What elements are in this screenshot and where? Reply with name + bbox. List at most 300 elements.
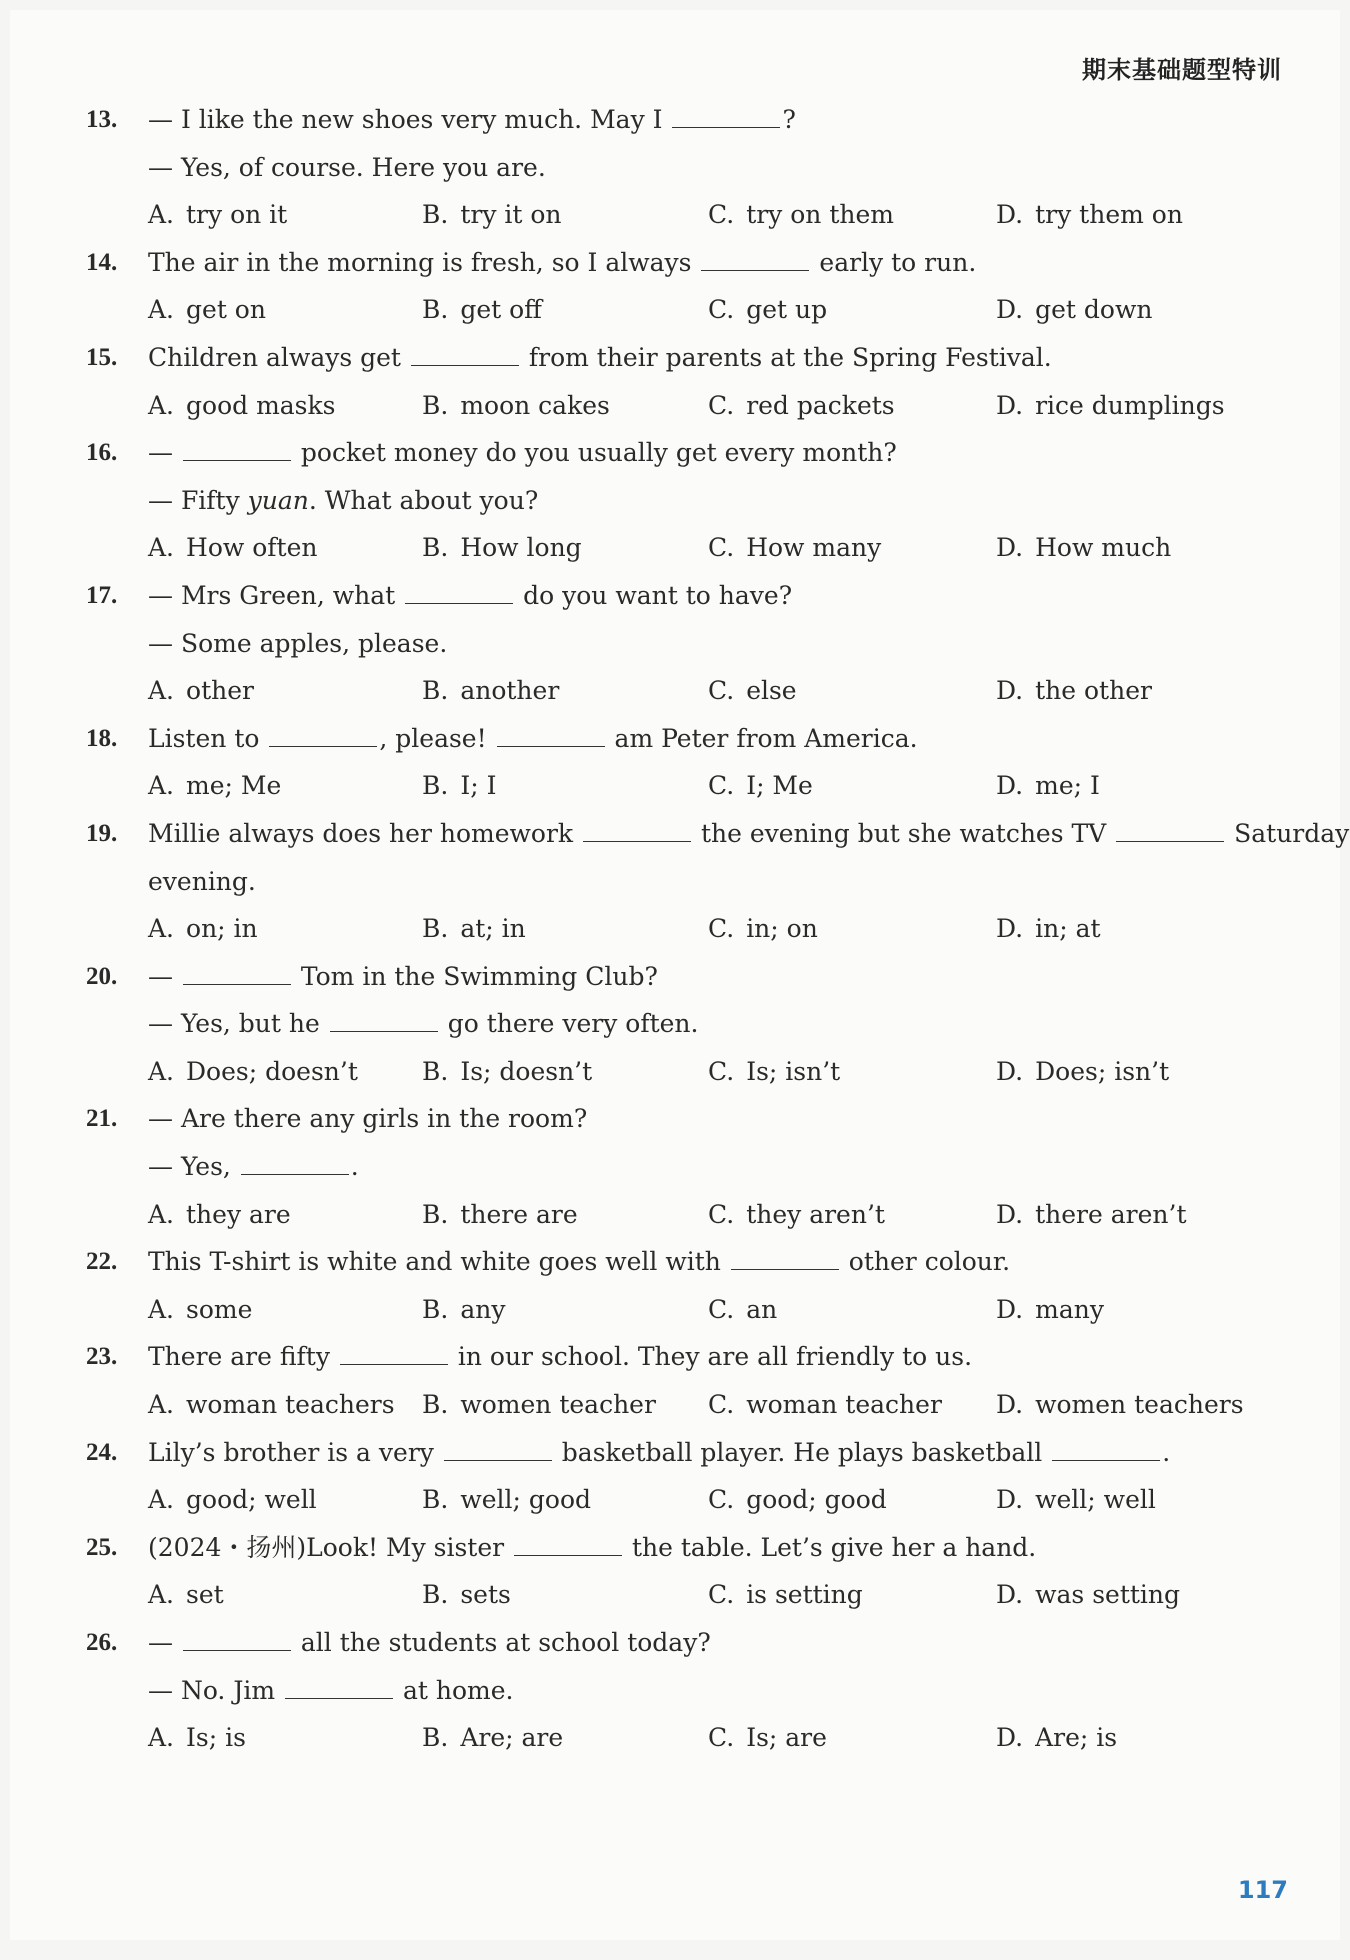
option-letter: B. — [422, 1485, 449, 1515]
option-text: get up — [746, 295, 828, 325]
answer-blank[interactable] — [583, 821, 691, 842]
option-a[interactable] — [148, 1381, 395, 1429]
option-text: sets — [460, 1580, 511, 1610]
option-text: try it on — [460, 200, 562, 230]
option-text: try them on — [1035, 200, 1183, 230]
question-line — [86, 715, 1306, 763]
question-line — [86, 620, 1306, 668]
option-text: How often — [186, 533, 318, 563]
option-c[interactable] — [708, 1714, 827, 1762]
option-letter: D. — [996, 200, 1024, 230]
option-letter: A. — [148, 1294, 175, 1324]
question-text — [148, 1000, 698, 1048]
answer-blank[interactable] — [497, 726, 605, 747]
option-text: moon cakes — [460, 390, 610, 420]
option-b[interactable] — [422, 191, 562, 239]
option-text: Is; doesn’t — [460, 1056, 593, 1086]
option-b[interactable] — [422, 1286, 505, 1334]
option-text: else — [746, 676, 797, 706]
option-d[interactable] — [996, 1381, 1244, 1429]
text-segment: at home. — [395, 1675, 514, 1705]
option-b[interactable] — [422, 905, 526, 953]
question-line — [86, 239, 1306, 287]
option-text: good; good — [746, 1485, 887, 1515]
option-c[interactable] — [708, 1476, 887, 1524]
text-segment: — — [148, 438, 181, 468]
option-letter: C. — [708, 1580, 735, 1610]
option-letter: D. — [996, 1580, 1024, 1610]
option-letter: C. — [708, 914, 735, 944]
option-text: get on — [186, 295, 266, 325]
answer-blank[interactable] — [1116, 821, 1224, 842]
answer-blank[interactable] — [444, 1440, 552, 1461]
option-letter: A. — [148, 1390, 175, 1420]
option-a[interactable] — [148, 1286, 252, 1334]
option-text: How long — [460, 533, 582, 563]
option-text: in; at — [1035, 914, 1101, 944]
option-letter: B. — [422, 200, 449, 230]
answer-options — [86, 667, 1306, 715]
question-number: 25. — [86, 1533, 118, 1561]
question-text — [148, 96, 796, 144]
question-text — [148, 477, 538, 525]
option-text: women teachers — [1035, 1390, 1244, 1420]
option-d[interactable] — [996, 762, 1100, 810]
question-number: 13. — [86, 106, 118, 133]
text-segment: Saturday — [1226, 818, 1350, 848]
option-letter: B. — [422, 1199, 449, 1229]
question-text — [148, 1238, 1010, 1286]
option-text: me; I — [1035, 771, 1100, 801]
question-line — [86, 1333, 1306, 1381]
option-a[interactable] — [148, 524, 317, 572]
option-a[interactable] — [148, 1048, 358, 1096]
option-text: Is; are — [746, 1723, 827, 1753]
answer-options — [86, 1714, 1306, 1762]
option-text: there are — [460, 1199, 578, 1229]
question-24 — [86, 1429, 1306, 1524]
text-segment: Millie always does her homework — [148, 818, 581, 848]
question-line — [86, 334, 1306, 382]
option-b[interactable] — [422, 1191, 578, 1239]
option-text: red packets — [746, 390, 895, 420]
option-a[interactable] — [148, 1571, 224, 1619]
option-letter: B. — [422, 1056, 449, 1086]
text-segment: — Mrs Green, what — [148, 580, 404, 610]
option-letter: A. — [148, 676, 175, 706]
option-b[interactable] — [422, 1476, 591, 1524]
text-segment: do you want to have? — [515, 580, 793, 610]
option-a[interactable] — [148, 905, 258, 953]
answer-options — [86, 191, 1306, 239]
question-number: 16. — [86, 439, 118, 467]
option-c[interactable] — [708, 905, 818, 953]
question-number: 20. — [86, 962, 118, 990]
option-text: rice dumplings — [1035, 390, 1225, 420]
question-text — [148, 1095, 587, 1143]
answer-blank[interactable] — [731, 1249, 839, 1270]
option-b[interactable] — [422, 1571, 511, 1619]
option-text: the other — [1035, 676, 1152, 706]
option-letter: A. — [148, 533, 175, 563]
text-segment: am Peter from America. — [606, 723, 918, 753]
option-b[interactable] — [422, 1048, 592, 1096]
question-text — [148, 572, 792, 620]
option-letter: A. — [148, 1485, 175, 1515]
option-a[interactable] — [148, 1714, 246, 1762]
question-text — [148, 239, 976, 287]
option-text: set — [186, 1580, 224, 1610]
option-letter: C. — [708, 200, 735, 230]
question-line — [86, 1667, 1306, 1715]
text-segment: , please! — [379, 723, 495, 753]
option-letter: D. — [996, 390, 1024, 420]
question-14 — [86, 239, 1306, 334]
option-c[interactable] — [708, 382, 895, 430]
answer-options — [86, 1191, 1306, 1239]
text-segment: — No. Jim — [148, 1675, 283, 1705]
option-c[interactable] — [708, 762, 813, 810]
option-letter: B. — [422, 1723, 449, 1753]
question-15 — [86, 334, 1306, 429]
text-segment: — Yes, — [148, 1152, 239, 1182]
option-letter: C. — [708, 1390, 735, 1420]
answer-blank[interactable] — [340, 1344, 448, 1365]
question-21 — [86, 1095, 1306, 1238]
option-a[interactable] — [148, 1476, 317, 1524]
text-segment: evening. — [148, 866, 256, 896]
text-segment: . — [350, 1152, 359, 1182]
option-letter: B. — [422, 295, 449, 325]
option-letter: D. — [996, 1390, 1024, 1420]
question-18 — [86, 715, 1306, 810]
text-segment: — — [148, 961, 181, 991]
option-text: another — [460, 676, 560, 706]
option-letter: C. — [708, 1294, 735, 1324]
question-26 — [86, 1619, 1306, 1762]
option-b[interactable] — [422, 1714, 563, 1762]
option-text: they aren’t — [746, 1199, 885, 1229]
option-a[interactable] — [148, 382, 336, 430]
answer-options — [86, 382, 1306, 430]
option-text: get down — [1035, 295, 1153, 325]
option-letter: D. — [996, 1294, 1024, 1324]
option-letter: C. — [708, 1056, 735, 1086]
option-letter: A. — [148, 1199, 175, 1229]
option-d[interactable] — [996, 1048, 1169, 1096]
question-line — [86, 1238, 1306, 1286]
answer-blank[interactable] — [241, 1154, 349, 1175]
option-text: Does; isn’t — [1035, 1056, 1170, 1086]
option-text: try on it — [186, 200, 288, 230]
option-text: I; I — [460, 771, 497, 801]
option-text: Is; is — [186, 1723, 246, 1753]
option-b[interactable] — [422, 286, 542, 334]
option-d[interactable] — [996, 1476, 1156, 1524]
option-text: woman teachers — [186, 1390, 395, 1420]
option-a[interactable] — [148, 667, 254, 715]
answer-options — [86, 524, 1306, 572]
answer-options — [86, 286, 1306, 334]
question-13 — [86, 96, 1306, 239]
answer-options — [86, 1476, 1306, 1524]
question-number: 26. — [86, 1629, 118, 1656]
option-text: get off — [460, 295, 542, 325]
option-text: How many — [746, 533, 882, 563]
text-segment: basketball player. He plays basketball — [553, 1437, 1051, 1467]
option-d[interactable] — [996, 382, 1225, 430]
question-number: 19. — [86, 819, 118, 847]
option-letter: C. — [708, 1199, 735, 1229]
option-letter: C. — [708, 533, 735, 563]
option-c[interactable] — [708, 1571, 863, 1619]
option-c[interactable] — [708, 191, 894, 239]
option-letter: D. — [996, 771, 1024, 801]
question-number: 21. — [86, 1105, 118, 1133]
option-text: How much — [1035, 533, 1172, 563]
question-text — [148, 429, 897, 477]
answer-blank[interactable] — [672, 107, 780, 128]
option-text: good; well — [186, 1485, 317, 1515]
option-letter: B. — [422, 1294, 449, 1324]
option-text: I; Me — [746, 771, 813, 801]
option-c[interactable] — [708, 1191, 885, 1239]
answer-blank[interactable] — [285, 1678, 393, 1699]
option-letter: A. — [148, 1056, 175, 1086]
text-segment: The air in the morning is fresh, so I always — [148, 247, 700, 277]
question-line — [86, 1619, 1306, 1667]
option-letter: A. — [148, 390, 175, 420]
option-letter: A. — [148, 200, 175, 230]
question-text — [148, 1667, 513, 1715]
option-d[interactable] — [996, 905, 1101, 953]
question-number: 22. — [86, 1248, 118, 1276]
option-letter: C. — [708, 1485, 735, 1515]
option-text: well; good — [460, 1485, 591, 1515]
option-letter: B. — [422, 914, 449, 944]
option-b[interactable] — [422, 524, 582, 572]
question-text — [148, 1429, 1170, 1477]
option-text: me; Me — [186, 771, 282, 801]
page-number: 117 — [1237, 1876, 1288, 1904]
text-segment: — Fifty — [148, 485, 248, 515]
text-segment: Children always get — [148, 342, 409, 372]
question-line — [86, 858, 1306, 906]
option-letter: B. — [422, 533, 449, 563]
answer-options — [86, 1381, 1306, 1429]
question-text — [148, 810, 1349, 858]
answer-blank[interactable] — [269, 726, 377, 747]
text-segment: from their parents at the Spring Festival. — [520, 342, 1052, 372]
answer-blank[interactable] — [183, 440, 291, 461]
option-c[interactable] — [708, 1048, 840, 1096]
answer-blank[interactable] — [411, 345, 519, 366]
question-text — [148, 334, 1052, 382]
question-number: 14. — [86, 248, 118, 276]
option-text: well; well — [1035, 1485, 1156, 1515]
answer-blank[interactable] — [701, 250, 809, 271]
question-number: 15. — [86, 343, 118, 371]
option-a[interactable] — [148, 191, 287, 239]
answer-options — [86, 762, 1306, 810]
option-letter: C. — [708, 676, 735, 706]
option-letter: D. — [996, 1723, 1024, 1753]
option-letter: B. — [422, 771, 449, 801]
option-d[interactable] — [996, 1571, 1180, 1619]
question-text — [148, 953, 658, 1001]
option-letter: D. — [996, 676, 1024, 706]
option-b[interactable] — [422, 1381, 656, 1429]
answer-blank[interactable] — [514, 1535, 622, 1556]
question-line — [86, 1000, 1306, 1048]
option-text: some — [186, 1294, 253, 1324]
page-header-title: 期末基础题型特训 — [1082, 56, 1282, 84]
question-25 — [86, 1524, 1306, 1619]
question-20 — [86, 953, 1306, 1096]
answer-options — [86, 1048, 1306, 1096]
option-text: on; in — [186, 914, 258, 944]
text-segment: ? — [782, 105, 796, 134]
option-text: other — [186, 676, 254, 706]
question-text — [148, 620, 447, 668]
option-text: was setting — [1035, 1580, 1181, 1610]
option-letter: D. — [996, 295, 1024, 325]
text-segment: the table. Let’s give her a hand. — [624, 1532, 1037, 1562]
option-d[interactable] — [996, 524, 1171, 572]
text-segment: . — [1162, 1437, 1171, 1467]
option-b[interactable] — [422, 667, 559, 715]
option-c[interactable] — [708, 524, 881, 572]
option-d[interactable] — [996, 1191, 1187, 1239]
answer-blank[interactable] — [183, 1630, 291, 1651]
option-letter: A. — [148, 914, 175, 944]
answer-blank[interactable] — [183, 964, 291, 985]
text-segment: pocket money do you usually get every month? — [292, 438, 897, 468]
question-text — [148, 715, 918, 763]
option-a[interactable] — [148, 762, 281, 810]
option-text: many — [1035, 1294, 1104, 1324]
question-line — [86, 572, 1306, 620]
answer-options — [86, 1286, 1306, 1334]
question-text — [148, 858, 256, 906]
text-segment: — Yes, but he — [148, 1009, 328, 1039]
answer-blank[interactable] — [405, 583, 513, 604]
question-text — [148, 1333, 972, 1381]
option-text: in; on — [746, 914, 818, 944]
question-16 — [86, 429, 1306, 572]
question-line — [86, 96, 1306, 144]
italic-word: yuan — [247, 485, 309, 515]
option-letter: A. — [148, 295, 175, 325]
option-text: is setting — [746, 1580, 863, 1610]
option-text: Does; doesn’t — [186, 1056, 358, 1086]
option-letter: D. — [996, 1485, 1024, 1515]
question-text — [148, 144, 546, 192]
text-segment: — Some apples, please. — [148, 628, 448, 658]
text-segment: — — [148, 1628, 181, 1657]
option-text: Are; are — [460, 1723, 564, 1753]
question-number: 24. — [86, 1438, 118, 1466]
text-segment: There are fifty — [148, 1342, 338, 1372]
question-17 — [86, 572, 1306, 715]
option-letter: A. — [148, 1580, 175, 1610]
text-segment: other colour. — [840, 1247, 1011, 1277]
question-list — [86, 96, 1350, 1762]
option-d[interactable] — [996, 1286, 1104, 1334]
answer-blank[interactable] — [1052, 1440, 1160, 1461]
option-b[interactable] — [422, 762, 496, 810]
text-segment: — Yes, of course. Here you are. — [148, 152, 546, 182]
question-line — [86, 1524, 1306, 1572]
answer-options — [86, 1571, 1306, 1619]
option-letter: B. — [422, 1390, 449, 1420]
question-line — [86, 144, 1306, 192]
question-number: 17. — [86, 581, 118, 609]
option-c[interactable] — [708, 667, 797, 715]
answer-blank[interactable] — [330, 1011, 438, 1032]
worksheet-page — [10, 10, 1350, 1940]
text-segment: the evening but she watches TV — [693, 818, 1115, 848]
question-line — [86, 1429, 1306, 1477]
question-line — [86, 1143, 1306, 1191]
text-segment: Lily’s brother is a very — [148, 1437, 442, 1467]
option-text: women teacher — [460, 1390, 656, 1420]
text-segment: early to run. — [811, 247, 977, 277]
question-line — [86, 953, 1306, 1001]
option-letter: A. — [148, 771, 175, 801]
question-line — [86, 810, 1350, 858]
option-text: try on them — [746, 200, 895, 230]
text-segment: (2024・扬州)Look! My sister — [148, 1532, 513, 1562]
option-text: at; in — [460, 914, 526, 944]
option-a[interactable] — [148, 1191, 291, 1239]
option-text: they are — [186, 1199, 291, 1229]
text-segment: — Are there any girls in the room? — [148, 1104, 588, 1134]
option-b[interactable] — [422, 382, 610, 430]
option-letter: C. — [708, 390, 735, 420]
option-d[interactable] — [996, 1714, 1117, 1762]
option-letter: D. — [996, 533, 1024, 563]
text-segment: all the students at school today? — [292, 1628, 711, 1657]
answer-options — [86, 905, 1306, 953]
option-d[interactable] — [996, 286, 1152, 334]
option-d[interactable] — [996, 191, 1183, 239]
option-d[interactable] — [996, 667, 1152, 715]
question-23 — [86, 1333, 1306, 1428]
text-segment: This T-shirt is white and white goes well with — [148, 1247, 729, 1277]
option-text: good masks — [186, 390, 336, 420]
option-letter: D. — [996, 914, 1024, 944]
text-segment: Tom in the Swimming Club? — [292, 961, 658, 991]
option-text: Is; isn’t — [746, 1056, 841, 1086]
option-text: an — [746, 1294, 778, 1324]
option-c[interactable] — [708, 1381, 942, 1429]
option-a[interactable] — [148, 286, 266, 334]
option-letter: C. — [708, 295, 735, 325]
option-text: any — [460, 1294, 506, 1324]
option-c[interactable] — [708, 286, 827, 334]
text-segment: — I like the new shoes very much. May I — [148, 105, 671, 134]
option-letter: D. — [996, 1056, 1024, 1086]
question-line — [86, 1095, 1306, 1143]
question-19 — [86, 810, 1350, 953]
option-c[interactable] — [708, 1286, 777, 1334]
question-text — [148, 1619, 711, 1667]
option-text: there aren’t — [1035, 1199, 1187, 1229]
question-22 — [86, 1238, 1306, 1333]
option-letter: C. — [708, 1723, 735, 1753]
option-text: woman teacher — [746, 1390, 942, 1420]
